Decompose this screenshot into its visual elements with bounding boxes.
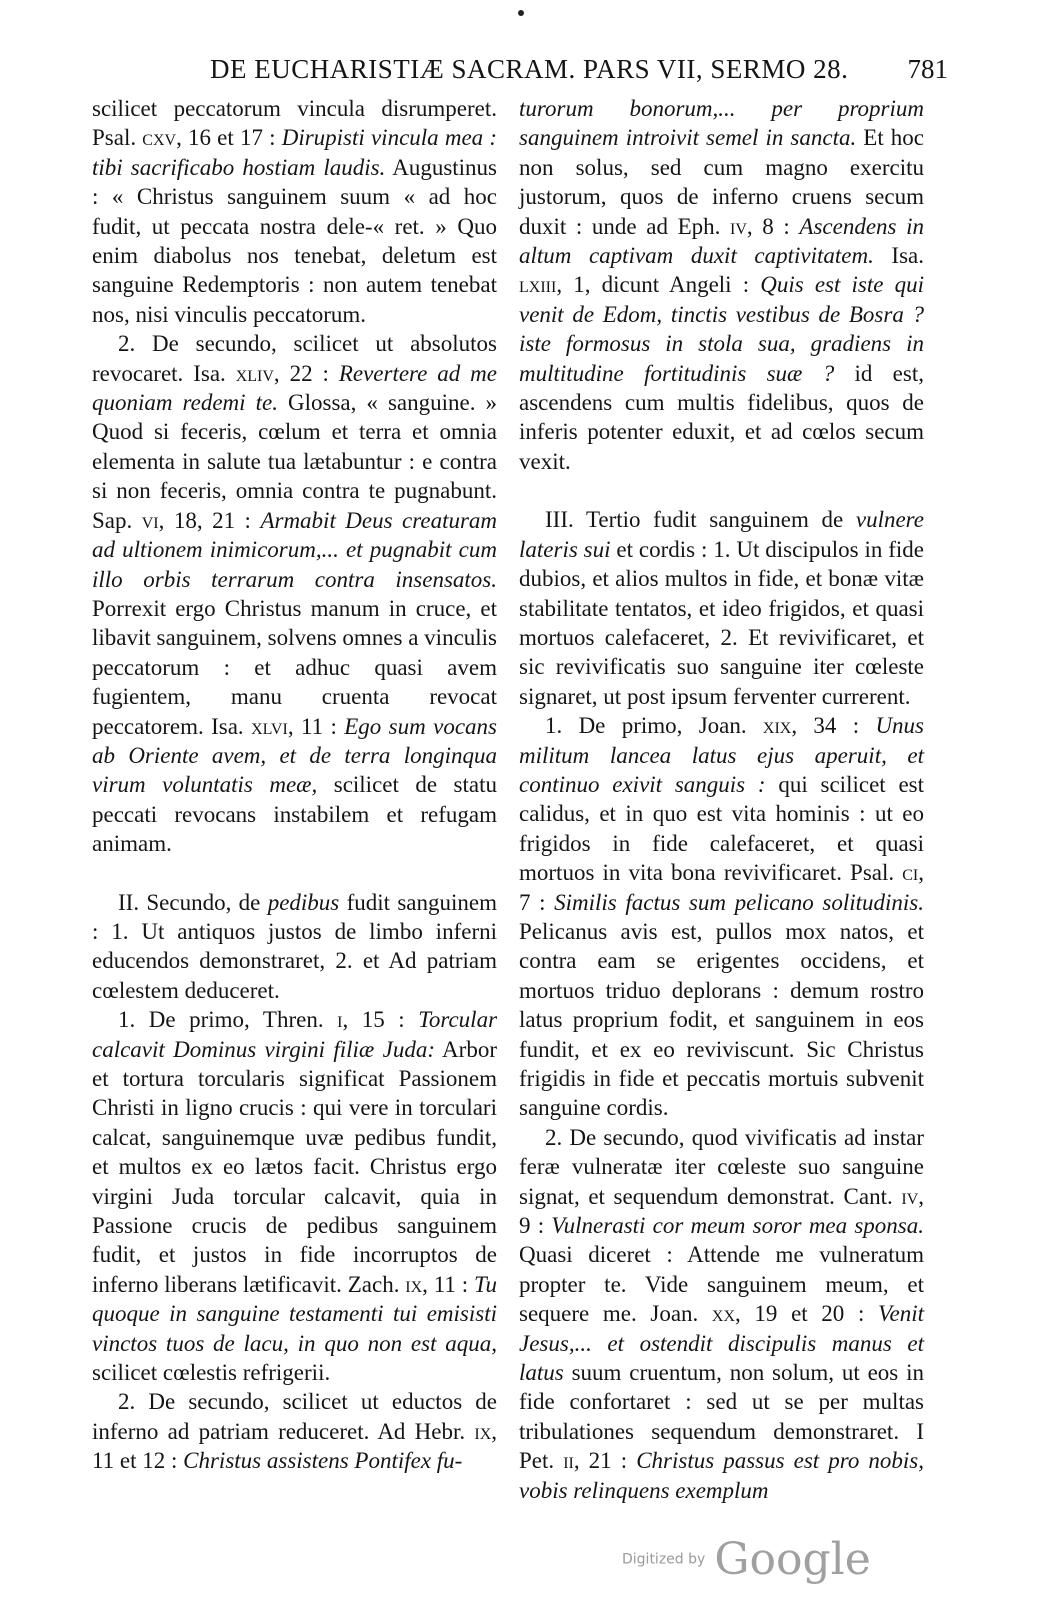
text-run: 1. De primo, Joan. [545,713,763,739]
italic-text: Ego sum vocans ab Oriente avem, et de terra longinqua virum voluntatis meæ, [92,713,497,798]
paragraph [92,1387,497,1475]
italic-text: Revertere ad me quoniam redemi te. [92,360,497,416]
text-run: 2. De secundo, scilicet ut absolutos revocaret. Isa. [92,331,497,386]
italic-text: Torcular calcavit Dominus virgini filiæ Juda: [92,1007,498,1062]
text-run: , 9 : [519,1183,924,1239]
text-run: , 11 : [422,1271,474,1297]
running-header [90,50,948,90]
paragraph [92,94,497,329]
left-column [92,94,497,1476]
text-run: III. Tertio fudit sanguinem de [545,507,856,533]
roman-numeral: xix [762,713,792,739]
running-title: DE EUCHARISTIÆ SACRAM. PARS VII, SERMO 28. [210,54,849,84]
paragraph [519,94,924,476]
paragraph [519,505,924,711]
roman-numeral: iv [730,213,747,239]
roman-numeral: i [337,1007,343,1033]
italic-text: Venit Jesus,... et ostendit discipulis manus et latus [519,1301,924,1386]
paragraph [92,888,497,1006]
roman-numeral: vi [141,507,159,533]
text-run: 1. De primo, Thren. [118,1007,338,1033]
roman-numeral: xlvi [251,713,288,739]
text-run: 2. De secundo, quod vivificatis ad instar feræ vulneratæ iter cœleste suo sanguine signat, et sequendum demonstrat. Cant. [519,1124,924,1209]
digitized-by-text: Digitized by [622,1551,706,1568]
text-run: , 22 : [273,360,339,386]
paragraph [92,1005,497,1387]
text-run: Quasi diceret : Attende me vulneratum propter te. Vide sanguinem meum, et sequere me. Joan. [519,1242,924,1327]
italic-text: Christus assistens Pontifex fu- [183,1448,463,1474]
text-run: , 16 et 17 : [176,125,282,151]
text-run: II. Secundo, de [118,889,268,915]
text-run: et cordis : 1. Ut discipulos in fide dubios, et alios multos in fide, et bonæ vitæ stabilitate tentatos, et ideo frigidos, et quasi mortuos calefaceret, 2. Et revivificaret, et sic revivificatis suo sanguine iter cœleste signaret, ut post ipsum ferventer currerent. [519,536,924,709]
italic-text: pedibus [267,889,340,915]
text-run: suum cruentum, non solum, ut eos in fide confortaret : sed ut se per multas tribulationes sequendum demonstraret. I Pet. [519,1360,924,1474]
roman-numeral: iv [901,1183,919,1209]
roman-numeral: ix [405,1271,423,1297]
italic-text: Ascendens in altum captivam duxit captivitatem. [519,213,925,269]
text-run: , 11 et 12 : [92,1418,497,1474]
text-run: 2. De secundo, scilicet ut eductos de inferno ad patriam reduceret. Ad Hebr. [92,1389,497,1444]
paragraph [92,329,497,858]
italic-text: Armabit Deus creaturam ad ultionem inimicorum,... et pugnabit cum illo orbis terrarum contra insensatos. [92,507,498,592]
text-run: Arbor et tortura torcularis significat Passionem Christi in ligno crucis : qui vere in torculari calcat, sanguinemque uvæ pedibus fundit, et multos ex eo lætos facit. Christus ergo virgini Juda torcular calcavit, quia in Passione crucis de pedibus sanguinem fudit, et justos in fide incorruptos de inferno liberans lætificavit. Zach. [92,1036,497,1297]
roman-numeral: lxiii [519,272,557,298]
google-logo: Google [714,1534,871,1585]
text-run: Glossa, « sanguine. » Quod si feceris, cœlum et terra et omnia elementa in salute tua lætabuntur : e contra si non feceris, omnia contra te pugnabunt. Sap. [92,390,497,533]
text-run: , 11 : [287,713,345,739]
right-column [519,94,924,1505]
text-run: , 15 : [342,1007,419,1033]
roman-numeral: xx [711,1301,736,1327]
page-number: 781 [907,54,948,84]
italic-text: Similis factus sum pelicano solitudinis. [554,889,925,915]
digitization-watermark [622,1534,871,1585]
roman-numeral: ii [563,1448,574,1474]
paragraph [519,711,924,1123]
roman-numeral: ix [474,1418,492,1444]
italic-text: Christus passus est pro nobis, vobis relinquens exemplum [519,1448,924,1503]
text-run: scilicet peccatorum vincula disrumperet. Psal. [92,96,497,151]
italic-text: Vulnerasti cor meum soror mea sponsa. [551,1213,924,1239]
text-run: , 19 et 20 : [735,1301,878,1327]
roman-numeral: cxv [142,125,177,151]
roman-numeral: ci [902,860,919,886]
paragraph [519,1123,924,1505]
text-run: id est, ascendens cum multis fidelibus, quos de inferis potenter eduxit, et ad cœlos secum vexit. [519,360,924,474]
text-run: , 8 : [746,213,800,239]
text-run: , 7 : [519,860,924,915]
italic-text: Unus militum lancea latus ejus aperuit, et continuo exivit sanguis : [519,713,924,797]
text-run: Isa. [873,243,925,269]
text-run: scilicet de statu peccati revocans instabilem et refugam animam. [92,772,497,857]
italic-text: turorum bonorum,... per proprium sanguinem introivit semel in sancta. [519,96,924,151]
italic-text: Dirupisti vincula mea : tibi sacrificabo hostiam laudis. [92,125,498,180]
italic-text: Tu quoque in sanguine testamenti tui emisisti vinctos tuos de lacu, in quo non est aqua, [92,1271,497,1356]
italic-text: Quis est iste qui venit de Edom, tinctis vestibus de Bosra ? iste formosus in stola sua, gradiens in multitudine fortitudinis suæ ? [519,272,924,386]
text-run: fudit sanguinem : 1. Ut antiquos justos de limbo inferni educendos demonstraret, 2. et Ad patriam cœlestem deduceret. [92,889,497,1003]
roman-numeral: xliv [235,360,274,386]
text-run: Et hoc non solus, sed cum magno exercitu justorum, quos de inferno cruens secum duxit : unde ad Eph. [519,125,924,239]
text-run: Porrexit ergo Christus manum in cruce, et libavit sanguinem, solvens omnes a vinculis peccatorum : et adhuc quasi avem fugientem, manu cruenta revocat peccatorem. Isa. [92,595,498,739]
text-run: Augustinus : « Christus sanguinem suum « ad hoc fudit, ut peccata nostra dele-« ret. » Quo enim diabolus nos tenebat, deletum est sanguine Redemptoris : non autem tenebat nos, nisi vinculis peccatorum. [92,154,498,327]
text-run: , 21 : [573,1448,637,1474]
text-run: qui scilicet est calidus, et in quo est vita hominis : ut eo frigidos in fide calefaceret, et quasi mortuos in vita bona revivificaret. Psal. [519,771,924,886]
printer-mark [518,10,524,16]
text-run: , 34 : [791,713,876,739]
text-run: scilicet cœlestis refrigerii. [92,1360,331,1386]
text-run: , 1, dicunt Angeli : [556,272,761,298]
text-run: , 18, 21 : [158,507,261,533]
text-run: Pelicanus avis est, pullos mox natos, et contra eam se erigentes occidens, et mortuos triduo deplorans : demum rostro latus proprium fodit, et sanguinem in eos fundit, et ex eo reviviscunt. Sic Christus frigidis in fide et peccatis mortuis subvenit sanguine cordis. [519,918,924,1121]
italic-text: vulnere lateris sui [519,507,924,562]
